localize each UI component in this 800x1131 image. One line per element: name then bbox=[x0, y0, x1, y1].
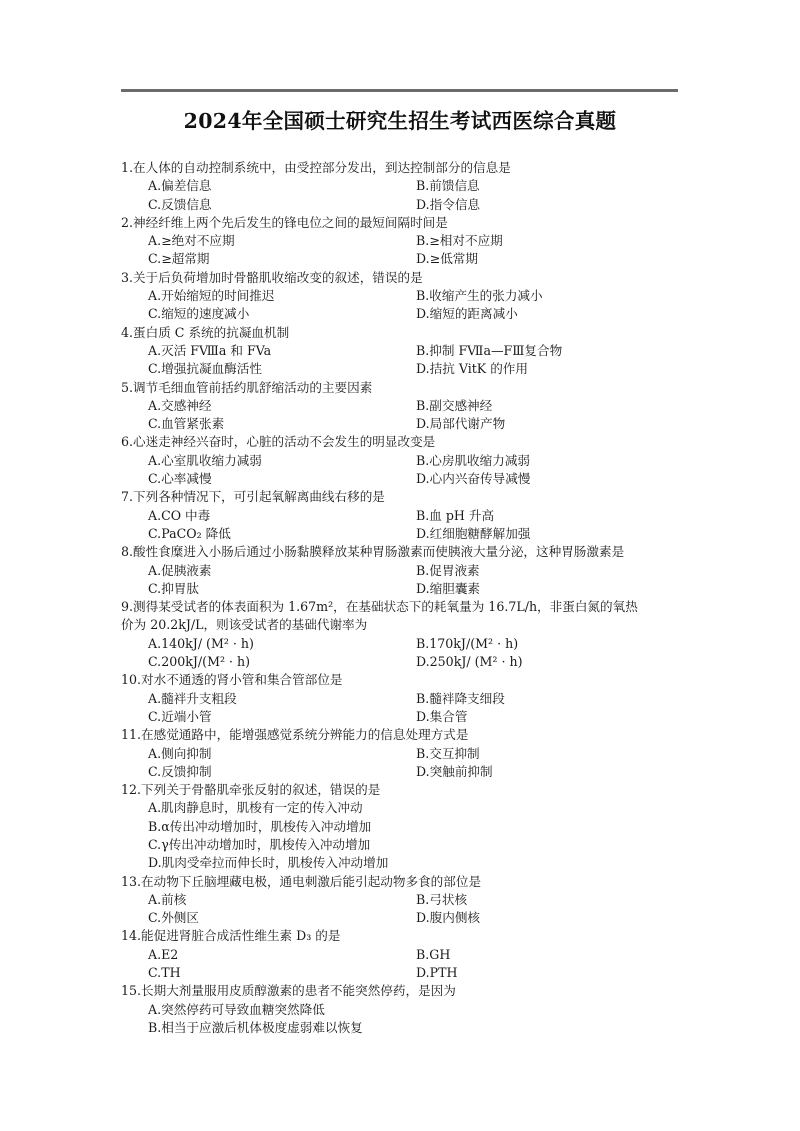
question-stem: 12.下列关于骨骼肌牵张反射的叙述，错误的是 bbox=[121, 782, 381, 798]
options bbox=[121, 232, 691, 269]
options bbox=[121, 287, 691, 324]
option-b: B.≥相对不应期 bbox=[416, 233, 503, 249]
option-c: C.反馈信息 bbox=[148, 196, 212, 212]
option-b: B.髓袢降支细段 bbox=[416, 690, 505, 706]
question-9 bbox=[121, 598, 691, 671]
question-6 bbox=[121, 433, 691, 488]
question-12 bbox=[121, 781, 691, 872]
option-b: B.GH bbox=[416, 946, 451, 962]
option-d: D.PTH bbox=[416, 965, 458, 981]
question-14 bbox=[121, 927, 691, 982]
question-3 bbox=[121, 269, 691, 324]
option-c: C.抑胃肽 bbox=[148, 580, 199, 596]
options bbox=[121, 946, 691, 983]
option-d: D.缩短的距离减小 bbox=[416, 306, 518, 322]
question-stem: 14.能促进肾脏合成活性维生素 D₃ 的是 bbox=[121, 928, 341, 944]
option-a: A.侧向抑制 bbox=[148, 745, 212, 761]
options bbox=[121, 690, 691, 727]
option-c: C.心率减慢 bbox=[148, 471, 212, 487]
option-c: C.TH bbox=[148, 965, 181, 981]
question-stem: 1.在人体的自动控制系统中，由受控部分发出，到达控制部分的信息是 bbox=[121, 160, 511, 175]
question-2 bbox=[121, 214, 691, 269]
question-10 bbox=[121, 671, 691, 726]
option-a: A.交感神经 bbox=[148, 397, 212, 413]
options bbox=[121, 745, 691, 782]
option-c: C.外侧区 bbox=[148, 910, 199, 926]
option-b: B.170kJ/(M² · h) bbox=[416, 635, 519, 651]
question-4 bbox=[121, 324, 691, 379]
option-c: C.增强抗凝血酶活性 bbox=[148, 361, 262, 377]
question-5 bbox=[121, 379, 691, 434]
option-b: B.收缩产生的张力减小 bbox=[416, 288, 543, 304]
question-stem: 9.测得某受试者的体表面积为 1.67m²，在基础状态下的耗氧量为 16.7L/h，非蛋白氮的氧热 bbox=[121, 599, 638, 615]
option-d: D.拮抗 VitK 的作用 bbox=[416, 361, 528, 377]
option-b: B.副交感神经 bbox=[416, 397, 493, 413]
question-stem: 15.长期大剂量服用皮质醇激素的患者不能突然停药，是因为 bbox=[121, 983, 456, 999]
option-d: D.局部代谢产物 bbox=[416, 416, 506, 432]
question-stem: 10.对水不通透的肾小管和集合管部位是 bbox=[121, 672, 343, 688]
option-a: A.心室肌收缩力减弱 bbox=[148, 452, 262, 468]
question-7 bbox=[121, 488, 691, 543]
option-c: C.200kJ/(M² · h) bbox=[148, 654, 251, 670]
options bbox=[121, 1001, 691, 1038]
option-b: B.血 pH 升高 bbox=[416, 507, 495, 523]
question-stem: 2.神经纤维上两个先后发生的锋电位之间的最短间隔时间是 bbox=[121, 214, 448, 230]
option-a: A.突然停药可导致血糖突然降低 bbox=[148, 1001, 325, 1017]
option-a: A.前核 bbox=[148, 891, 187, 907]
option-c: C.≥超常期 bbox=[148, 251, 210, 267]
option-b: B.相当于应激后机体极度虚弱难以恢复 bbox=[148, 1019, 363, 1035]
option-a: A.140kJ/ (M² · h) bbox=[148, 635, 254, 651]
option-c: C.缩短的速度减小 bbox=[148, 306, 250, 322]
question-stem: 7.下列各种情况下，可引起氧解离曲线右移的是 bbox=[121, 489, 385, 505]
option-b: B.弓状核 bbox=[416, 891, 468, 907]
options bbox=[121, 635, 691, 672]
options bbox=[121, 891, 691, 928]
question-stem: 4.蛋白质 C 系统的抗凝血机制 bbox=[121, 324, 290, 340]
option-b: B.促胃液素 bbox=[416, 562, 480, 578]
option-a: A.促胰液素 bbox=[148, 562, 212, 578]
document-title: 2024年全国硕士研究生招生考试西医综合真题 bbox=[183, 109, 617, 133]
question-8 bbox=[121, 543, 691, 598]
option-d: D.心内兴奋传导减慢 bbox=[416, 471, 531, 487]
options bbox=[121, 799, 691, 872]
option-c: C.反馈抑制 bbox=[148, 763, 212, 779]
option-c: C.γ传出冲动增加时，肌梭传入冲动增加 bbox=[148, 836, 371, 852]
option-b: B.心房肌收缩力减弱 bbox=[416, 452, 531, 468]
option-b: B.交互抑制 bbox=[416, 745, 480, 761]
option-d: D.红细胞糖酵解加强 bbox=[416, 525, 531, 541]
option-d: D.肌肉受牵拉而伸长时，肌梭传入冲动增加 bbox=[148, 855, 389, 871]
options bbox=[121, 507, 691, 544]
option-d: D.250kJ/ (M² · h) bbox=[416, 654, 523, 670]
question-stem: 6.心迷走神经兴奋时，心脏的活动不会发生的明显改变是 bbox=[121, 434, 436, 450]
option-d: D.腹内侧核 bbox=[416, 910, 481, 926]
question-stem: 13.在动物下丘脑埋藏电极，通电刺激后能引起动物多食的部位是 bbox=[121, 873, 482, 889]
option-a: A.髓袢升支粗段 bbox=[148, 690, 237, 706]
option-c: C.PaCO₂ 降低 bbox=[148, 525, 231, 541]
option-d: D.≥低常期 bbox=[416, 251, 478, 267]
question-1 bbox=[121, 159, 691, 214]
option-b: B.α传出冲动增加时，肌梭传入冲动增加 bbox=[148, 818, 372, 834]
option-c: C.血管紧张素 bbox=[148, 416, 225, 432]
option-a: A.CO 中毒 bbox=[148, 507, 211, 523]
question-stem: 5.调节毛细血管前括约肌舒缩活动的主要因素 bbox=[121, 379, 373, 395]
options bbox=[121, 177, 691, 214]
options bbox=[121, 562, 691, 599]
options bbox=[121, 342, 691, 379]
question-15 bbox=[121, 982, 691, 1037]
option-d: D.集合管 bbox=[416, 708, 468, 724]
option-a: A.开始缩短的时间推迟 bbox=[148, 288, 275, 304]
option-a: A.肌肉静息时，肌梭有一定的传入冲动 bbox=[148, 800, 363, 816]
options bbox=[121, 397, 691, 434]
question-stem: 3.关于后负荷增加时骨骼肌收缩改变的叙述，错误的是 bbox=[121, 269, 423, 285]
option-b: B.抑制 FⅦa—FⅢ复合物 bbox=[416, 342, 563, 358]
question-stem: 8.酸性食糜进入小肠后通过小肠黏膜释放某种胃肠激素而使胰液大量分泌，这种胃肠激素是 bbox=[121, 544, 625, 560]
option-a: A.灭活 FⅧa 和 FVa bbox=[148, 342, 272, 358]
option-d: D.突触前抑制 bbox=[416, 763, 493, 779]
question-list bbox=[121, 159, 691, 1037]
option-a: A.偏差信息 bbox=[148, 178, 212, 194]
question-13 bbox=[121, 873, 691, 928]
option-d: D.指令信息 bbox=[416, 196, 481, 212]
options bbox=[121, 452, 691, 489]
question-stem-continued: 价为 20.2kJ/L，则该受试者的基础代谢率为 bbox=[121, 617, 368, 633]
question-stem: 11.在感觉通路中，能增强感觉系统分辨能力的信息处理方式是 bbox=[121, 727, 469, 743]
option-b: B.前馈信息 bbox=[416, 178, 480, 194]
option-a: A.E2 bbox=[148, 946, 179, 962]
header-rule bbox=[121, 89, 678, 92]
question-11 bbox=[121, 726, 691, 781]
option-c: C.近端小管 bbox=[148, 708, 212, 724]
option-a: A.≥绝对不应期 bbox=[148, 233, 235, 249]
option-d: D.缩胆囊素 bbox=[416, 580, 481, 596]
